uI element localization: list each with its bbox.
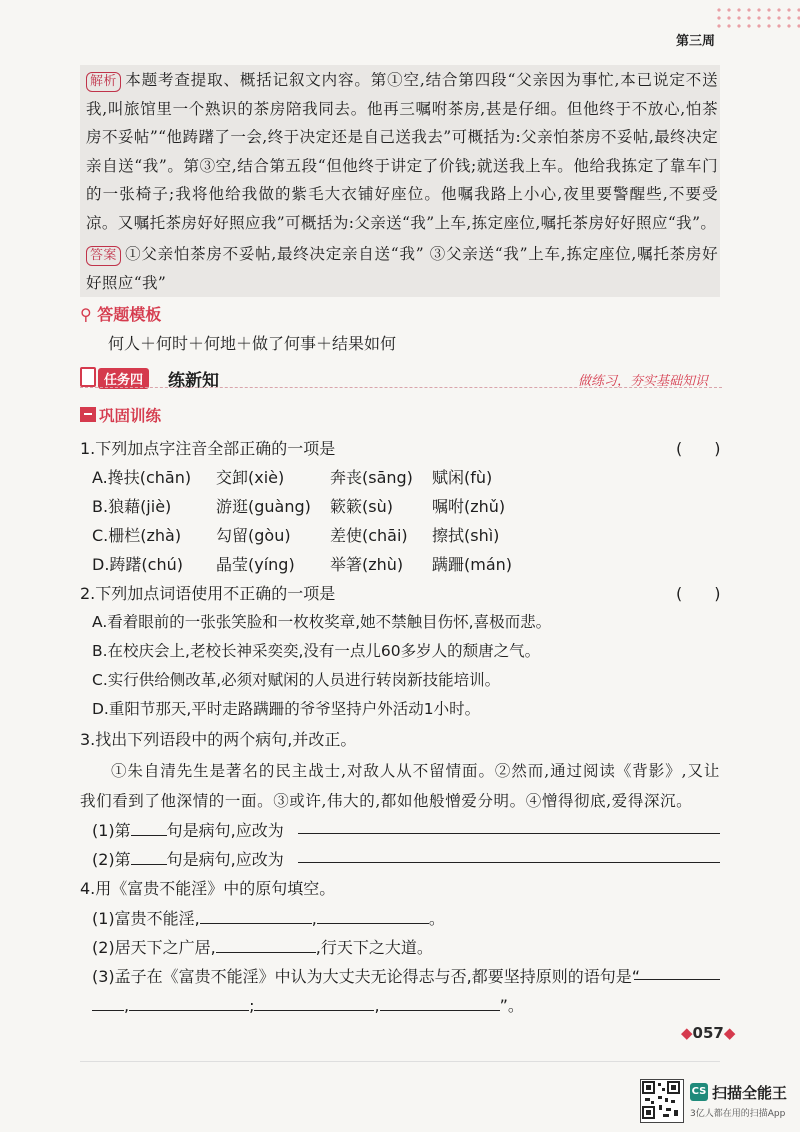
q2-option-a: A.看着眼前的一张张笑脸和一枚枚奖章,她不禁触目伤怀,喜极而悲。: [92, 613, 552, 631]
q4-line-1: (1)富贵不能淫, , 。: [92, 909, 445, 928]
q1-option: D.踌躇(chú): [92, 555, 183, 574]
correction-line-2[interactable]: [298, 862, 720, 863]
q1-option: 嘱咐(zhǔ): [432, 497, 506, 516]
q1-option: A.搀扶(chān): [92, 468, 192, 487]
page-number: ◆057◆: [681, 1024, 736, 1042]
q1-option: 游逛(guàng): [216, 497, 311, 516]
practice-title: 巩固训练: [99, 407, 162, 425]
q1-option: 勾留(gòu): [216, 526, 291, 545]
q2-stem: 2.下列加点词语使用不正确的一项是: [80, 584, 336, 603]
task-divider: [80, 387, 722, 388]
template-section: [80, 302, 161, 325]
fill-blank[interactable]: [254, 994, 374, 1011]
camscanner-name: 扫描全能王: [712, 1084, 788, 1102]
sentence-number-blank[interactable]: [131, 819, 167, 836]
fill-blank[interactable]: [380, 994, 500, 1011]
fill-blank[interactable]: [317, 907, 429, 924]
week-label: 第三周: [676, 34, 716, 49]
page-diamond-icon: ◆: [723, 1024, 736, 1042]
q1-option: 赋闲(fù): [432, 468, 493, 487]
q1-option: 交卸(xiè): [216, 468, 285, 487]
q3-stem: 3.找出下列语段中的两个病句,并改正。: [80, 730, 357, 749]
q3-line-2: (2)第 句是病句,应改为: [92, 850, 284, 869]
q4-line-3: (3)孟子在《富贵不能淫》中认为大丈夫无论得志与否,都要坚持原则的语句是“: [92, 967, 641, 986]
answer-tag: 答案: [86, 246, 121, 266]
q1-option: 奔丧(sāng): [330, 468, 413, 487]
q1-option: 差使(chāi): [330, 526, 408, 545]
q1-option: 举箸(zhù): [330, 555, 404, 574]
analysis-paragraph: [86, 66, 718, 238]
fill-blank[interactable]: [216, 936, 316, 953]
fill-blank[interactable]: [92, 994, 124, 1011]
task-name: 练新知: [168, 371, 219, 391]
analysis-text: 本题考查提取、概括记叙文内容。第①空,结合第四段“父亲因为事忙,本已说定不送我,叫旅馆里一个熟识的茶房陪我同去。他再三嘱咐茶房,甚是仔细。但他终于不放心,怕茶房不妥帖”“他踌躇了一会,终于决定还是自己送我去”可概括为:父亲怕茶房不妥帖,最终决定亲自送“我”。第③空,结合第五段“但他终于讲定了价钱;就送我上车。他给我拣定了靠车门的一张椅子;我将他给我做的紫毛大衣铺好座位。他嘱我路上小心,夜里要警醒些,不要受凉。又嘱托茶房好好照应我”可概括为:父亲送“我”上车,拣定座位,嘱托茶房好好照应“我”。: [86, 71, 718, 232]
practice-icon-bar: [84, 413, 92, 415]
key-icon: ⚲: [80, 305, 92, 324]
sentence-number-blank[interactable]: [131, 848, 167, 865]
q4-line-2: (2)居天下之广居, ,行天下之大道。: [92, 938, 433, 957]
task-icon: [80, 367, 96, 387]
q2-option-b: B.在校庆会上,老校长神采奕奕,没有一点儿60多岁人的颓唐之气。: [92, 642, 541, 660]
camscanner-slogan: 3亿人都在用的扫描App: [690, 1109, 786, 1119]
correction-line-1[interactable]: [298, 833, 720, 834]
page-diamond-icon: ◆: [681, 1024, 693, 1042]
q1-option: 擦拭(shì): [432, 526, 500, 545]
q1-option: C.栅栏(zhà): [92, 526, 182, 545]
template-title: 答题模板: [97, 305, 162, 324]
analysis-tag: 解析: [86, 72, 121, 92]
q1-stem: 1.下列加点字注音全部正确的一项是: [80, 439, 336, 458]
q4-stem: 4.用《富贵不能淫》中的原句填空。: [80, 879, 336, 898]
q1-option: 晶莹(yíng): [216, 555, 295, 574]
q2-option-d: D.重阳节那天,平时走路蹒跚的爷爷坚持户外活动1小时。: [92, 700, 481, 718]
fill-blank[interactable]: [200, 907, 312, 924]
answer-paragraph: [86, 240, 718, 297]
task-pill: 任务四: [98, 368, 149, 389]
decorative-dots: [714, 6, 800, 30]
task-slogan: 做练习，夯实基础知识: [578, 374, 709, 389]
camscanner-logo-icon: CS: [690, 1083, 708, 1101]
q4-line-4: , ; , ”。: [92, 993, 524, 1016]
template-formula: 何人＋何时＋何地＋做了何事＋结果如何: [108, 334, 397, 353]
answer-text: ①父亲怕茶房不妥帖,最终决定亲自送“我” ③父亲送“我”上车,拣定座位,嘱托茶房好好照应“我”: [86, 245, 718, 292]
footer-divider: [80, 1061, 720, 1062]
q1-option: B.狼藉(jiè): [92, 497, 172, 516]
q3-passage: ①朱自清先生是著名的民主战士,对敌人从不留情面。②然而,通过阅读《背影》,又让我们看到了他深情的一面。③或许,伟大的,都如他般憎爱分明。④憎得彻底,爱得深沉。: [80, 762, 720, 810]
q1-answer-paren: ( ): [676, 439, 721, 458]
q1-option: 簌簌(sù): [330, 497, 393, 516]
qr-code-icon: [640, 1079, 684, 1123]
fill-blank[interactable]: [129, 994, 249, 1011]
q2-option-c: C.实行供给侧改革,必须对赋闲的人员进行转岗新技能培训。: [92, 671, 501, 689]
q1-option: 蹒跚(mán): [432, 555, 513, 574]
q2-answer-paren: ( ): [676, 584, 721, 603]
fill-blank[interactable]: [634, 979, 720, 980]
q3-line-1: (1)第 句是病句,应改为: [92, 821, 284, 840]
